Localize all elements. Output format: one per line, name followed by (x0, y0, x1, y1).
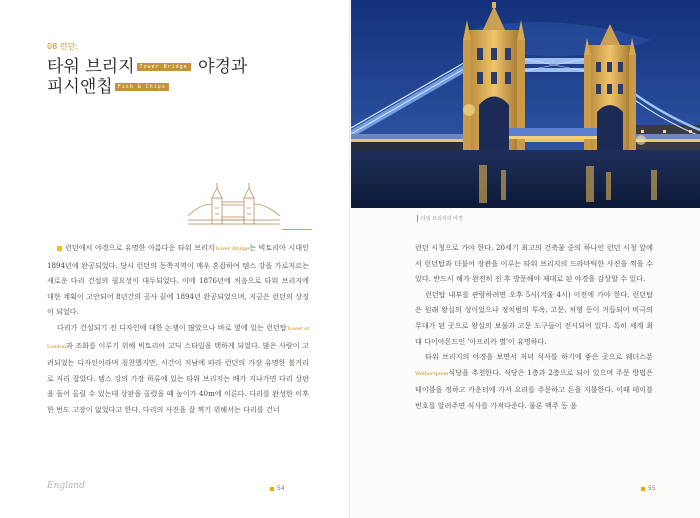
paragraph: 식당을 추천한다. 식당은 1층과 2층으로 되어 있으며 주문 방법은 테이블을 정하고 카운터에 가서 요리를 주문하고 돈을 지불한다. 이때 테이블 번호를 알려주면 식사를 가져다준다. 물론 맥주 등 음 (415, 367, 653, 410)
footer-logo: England (47, 481, 85, 491)
chapter-label: 08 런던: (47, 42, 78, 51)
page-number-text: 54 (277, 485, 285, 492)
paragraph: 런던에서 야경으로 유명한 아름다운 타워 브리지 (65, 243, 215, 252)
title-text-c: 피시앤칩 (47, 77, 113, 97)
right-body-text (415, 240, 653, 414)
paragraph: 는 빅토리아 시대인 1894년에 완공되었다. 당시 런던의 동쪽지역이 매우 혼잡하여 템스 강을 가로지르는 새로운 다리 건설의 필요성이 대두되었다. 이에 1876년에 처음으로 타워 브리지에 대한 계획이 고안되어 8년간의 공사 끝에 1894년 완공되었으며, 지금은 런던의 상징이 되었다. (47, 243, 309, 317)
page-number-text: 55 (648, 485, 656, 492)
title-text-a: 타워 브리지 (47, 57, 135, 77)
page-number-left (270, 485, 285, 492)
page-dot-icon (270, 487, 274, 491)
paragraph: 타워 브리지의 야경을 보면서 저녁 식사를 하기에 좋은 곳으로 웨더스푼 (425, 352, 653, 362)
photo-caption: 타워 브리지의 야경 (417, 215, 463, 222)
page-number-right (641, 485, 656, 492)
title-tag-fish-chips: Fish & Chips (115, 83, 169, 91)
gloss: Tower Bridge (214, 246, 250, 252)
title-tag-tower-bridge: Tower Bridge (137, 63, 191, 71)
page-title-line2 (47, 72, 171, 97)
tower-bridge-night-photo (351, 0, 700, 208)
paragraph: 런던탑 내부를 관람하려면 오후 5시(겨울 4시) 이전에 가야 한다. 런던탑은 원래 왕실의 성이었으나 정치범의 투옥, 고문, 처형 등이 거듭되어 비극의 무대가 된 곳으로 왕실의 보물과 고문 도구들이 전시되어 있다. 특히 세계 최대 다이아몬드인 '아프리카 별'이 유명하다. (415, 289, 653, 346)
page-dot-icon (641, 487, 645, 491)
paragraph: 과 조화를 이루기 위해 빅토리아 고딕 스타일을 택하게 되었다. 많은 사람이 고려되었는 디자인이라며 칭찬했지만, 시간이 지남에 따라 런던의 가장 유명한 볼거리로 자리 잡았다. 템스 강의 가장 하류에 있는 타워 브리지는 배가 지나가면 다리 상판을 들어 올릴 수 있는데 상판을 올렸을 때 높이가 40m에 이른다. 다리를 완성한 이후 한 번도 고장이 없었다고 한다. 다리의 사진을 잘 찍기 위해서는 다리를 건너 (47, 340, 309, 414)
paragraph: 런던 시청으로 가야 한다. 20세기 최고의 건축물 중의 하나인 런던 시청 앞에서 런던탑과 더불어 장관을 이루는 타워 브리지의 드라마틱한 사진을 찍을 수 있다. 반드시 해가 완전히 진 후 방문해야 제대로 된 야경을 감상할 수 있다. (415, 243, 653, 284)
sketch-divider (282, 229, 312, 230)
tower-bridge-sketch-icon (186, 180, 282, 232)
bullet-icon (57, 246, 62, 251)
left-body-text (47, 240, 309, 418)
title-text-b: 야경과 (198, 57, 248, 77)
paragraph: 다리가 건설되기 전 디자인에 대한 논쟁이 많았으나 바로 옆에 있는 런던탑 (57, 322, 287, 332)
gloss: Tower of London (47, 325, 309, 350)
gloss: Wetherspoon (415, 370, 449, 377)
